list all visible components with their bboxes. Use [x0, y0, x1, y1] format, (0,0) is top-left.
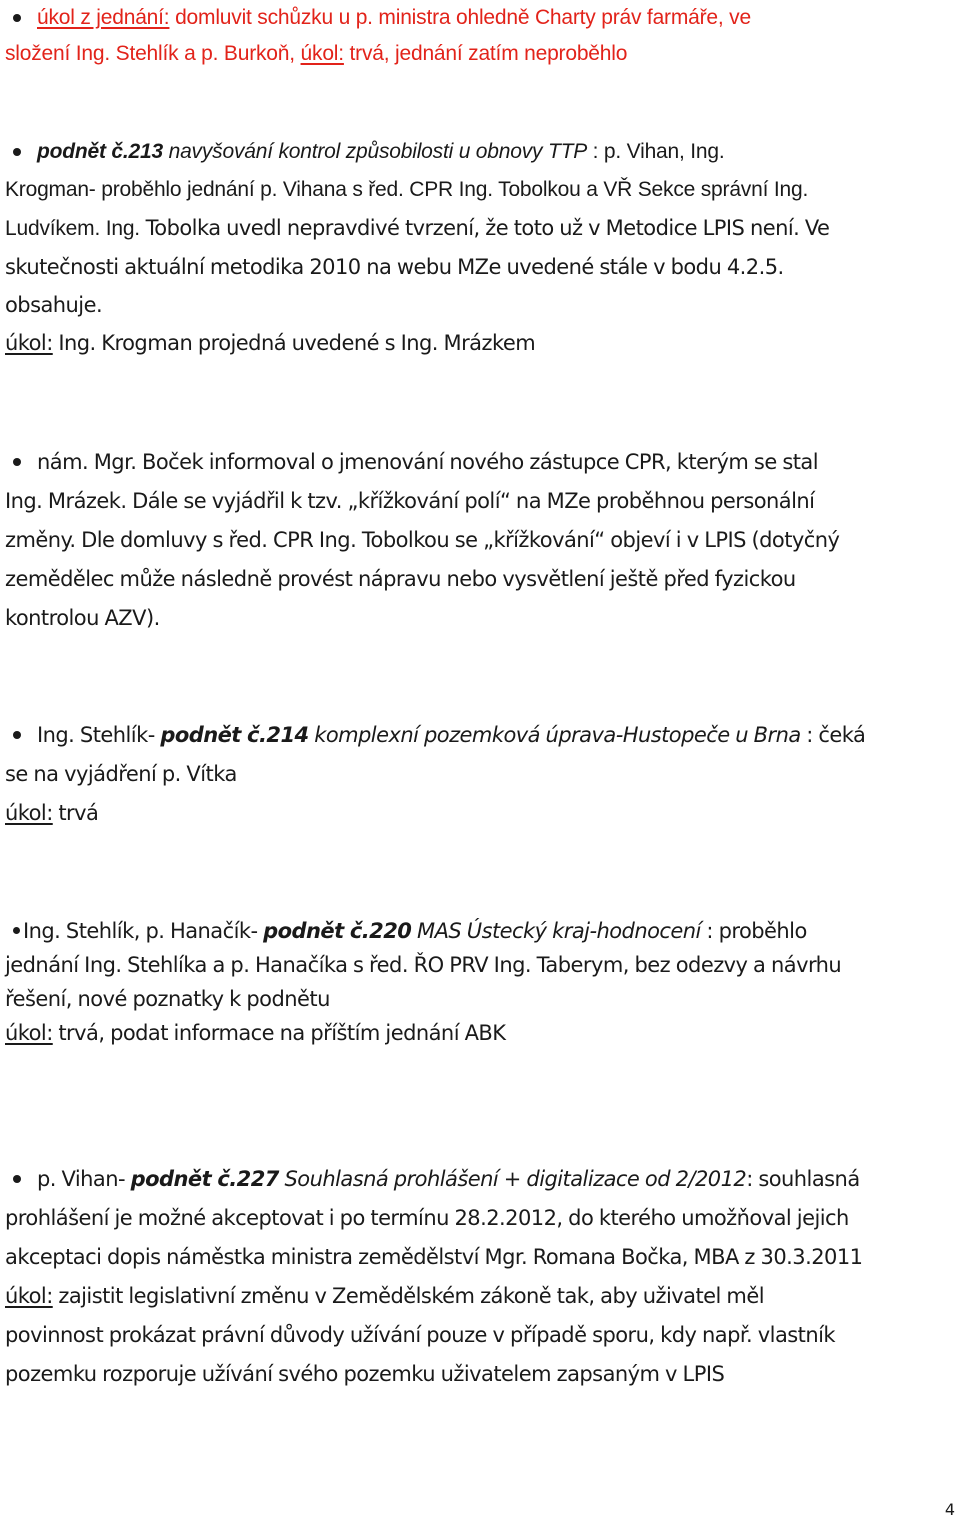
- paragraph-charta: úkol z jednání: domluvit schůzku u p. ministra ohledně Charty práv farmáře, ve složení Ing. Stehlík a p. Burkoň, úkol: trvá, jednání zatím neproběhlo: [5, 6, 751, 65]
- task-label: úkol:: [5, 1021, 53, 1045]
- paragraph-podnet-220: Ing. Stehlík, p. Hanačík- podnět č.220 MAS Ústecký kraj-hodnocení : proběhlo jednání Ing. Stehlíka a p. Hanačíka s řed. ŘO PRV Ing. Taberym, bez odezvy a návrhu řešení, nové poznatky k podnětu úkol: trvá, podat informace na příštím jednání ABK: [5, 919, 842, 1045]
- paragraph-podnet-213: podnět č.213 navyšování kontrol způsobilosti u obnovy TTP : p. Vihan, Ing. Krogman- proběhlo jednání p. Vihana s řed. CPR Ing. Tobolkou a VŘ Sekce správní Ing. Ludvíkem. Ing. Tobolka uvedl nepravdivé tvrzení, že toto už v Metodice LPIS není. Ve skutečnosti aktuální metodika 2010 na webu MZe uvedené stále v bodu 4.2.5. obsahuje. úkol: Ing. Krogman projedná uvedené s Ing. Mrázkem: [5, 140, 830, 355]
- paragraph-podnet-214: Ing. Stehlík- podnět č.214 komplexní pozemková úprava-Hustopeče u Brna : čeká se na vyjádření p. Vítka úkol: trvá: [5, 723, 866, 825]
- paragraph-podnet-227: p. Vihan- podnět č.227 Souhlasná prohlášení + digitalizace od 2/2012: souhlasná prohlášení je možné akceptovat i po termínu 28.2.2012, do kterého umožňoval jejich akceptaci dopis náměstka ministra zemědělství Mgr. Romana Bočka, MBA z 30.3.2011 úkol: zajistit legislativní změnu v Zemědělském zákoně tak, aby uživatel měl povinnost prokázat právní důvody užívání pouze v případě sporu, kdy např. vlastník pozemku rozporuje užívání svého pozemku uživatelem zapsaným v LPIS: [5, 1167, 863, 1386]
- task-label: úkol:: [5, 1284, 53, 1308]
- podnet-number: podnět č.214: [160, 723, 309, 747]
- task-label: úkol:: [5, 331, 53, 355]
- task-label: úkol:: [300, 42, 344, 65]
- bullet-icon: [13, 14, 21, 22]
- podnet-number: podnět č.213: [37, 140, 163, 163]
- paragraph-bocek: nám. Mgr. Boček informoval o jmenování nového zástupce CPR, kterým se stal Ing. Mrázek. Dále se vyjádřil k tzv. „křížkování polí“ na MZe proběhnou personální změny. Dle domluvy s řed. CPR Ing. Tobolkou se „křížkování“ objeví i v LPIS (dotyčný zemědělec může následně provést nápravu nebo vysvětlení ještě před fyzickou kontrolou AZV).: [5, 450, 840, 630]
- bullet-icon: [13, 148, 21, 156]
- bullet-icon: [13, 927, 20, 934]
- podnet-number: podnět č.220: [263, 919, 412, 943]
- podnet-number: podnět č.227: [130, 1167, 279, 1191]
- bullet-icon: [13, 1175, 21, 1183]
- bullet-icon: [13, 731, 21, 739]
- task-label: úkol z jednání:: [37, 6, 170, 29]
- task-label: úkol:: [5, 801, 53, 825]
- page-number: 4: [944, 1500, 955, 1519]
- bullet-icon: [13, 458, 21, 466]
